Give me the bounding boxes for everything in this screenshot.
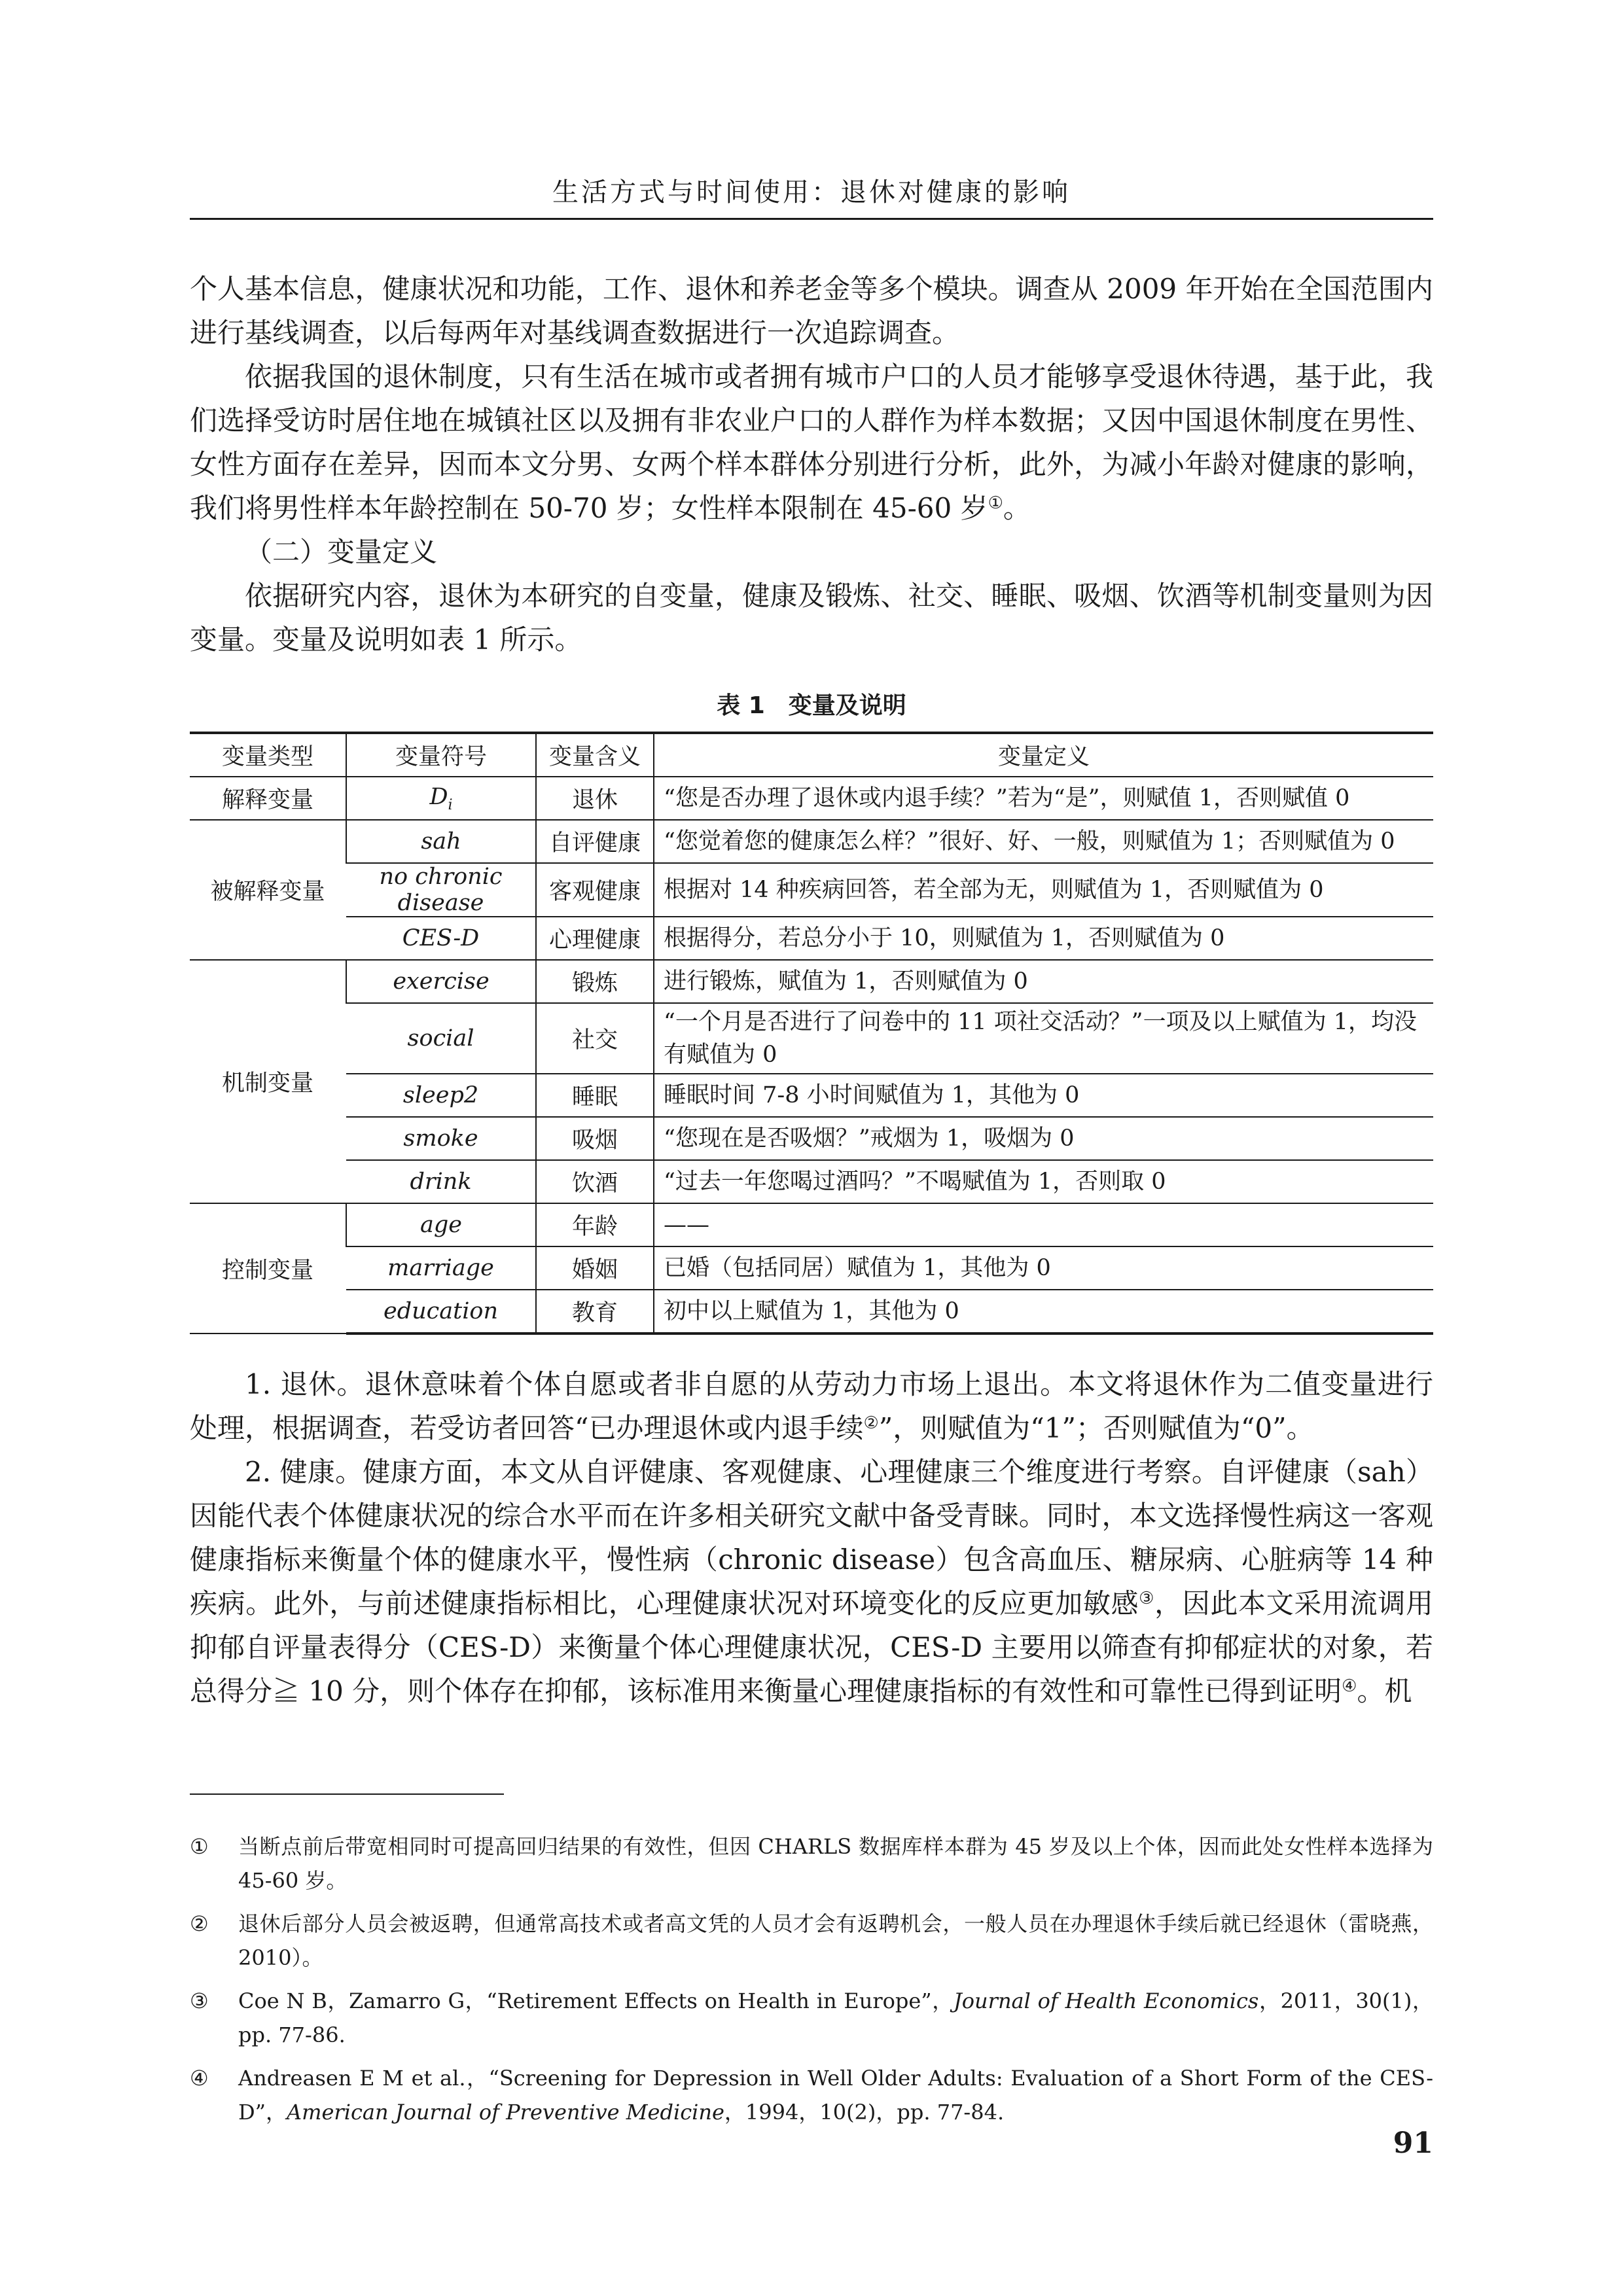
variable-symbol: no chronic disease <box>346 863 536 917</box>
table-row <box>190 1117 1433 1160</box>
variable-definition: “您是否办理了退休或内退手续？”若为“是”，则赋值 1，否则赋值 0 <box>654 777 1433 820</box>
table-row <box>190 863 1433 917</box>
table-row <box>190 960 1433 1003</box>
body-text-top <box>190 267 1433 662</box>
paragraph-retirement-text: 1. 退休。退休意味着个体自愿或者非自愿的从劳动力市场上退出。本文将退休作为二值变量进行处理，根据调查，若受访者回答“已办理退休或内退手续 <box>190 1368 1433 1444</box>
group-explanatory: 解释变量 <box>190 777 346 820</box>
footnote-2 <box>190 1907 1433 1975</box>
group-dependent: 被解释变量 <box>190 820 346 960</box>
footnote-mark: ① <box>190 1834 209 1859</box>
header-variable-definition: 变量定义 <box>654 733 1433 777</box>
variable-definition: 睡眠时间 7-8 小时间赋值为 1，其他为 0 <box>654 1074 1433 1117</box>
footnote-1 <box>190 1829 1433 1898</box>
citation-volume-pages: ，1994，10(2)，pp. 77-84. <box>724 2100 1005 2125</box>
footnote-text: 退休后部分人员会被返聘，但通常高技术或者高文凭的人员才会有返聘机会，一般人员在办理退休手续后就已经退休（雷晓燕，2010）。 <box>238 1911 1433 1970</box>
footnote-text <box>238 1984 1433 2052</box>
table-row <box>190 1203 1433 1246</box>
table-caption: 表 1 变量及说明 <box>717 692 906 719</box>
footnote-ref-1[interactable]: ① <box>988 493 1003 513</box>
variable-symbol: CES-D <box>346 917 536 960</box>
table-row <box>190 1074 1433 1117</box>
variable-definition: “您觉着您的健康怎么样？”很好、好、一般，则赋值为 1；否则赋值为 0 <box>654 820 1433 863</box>
paragraph-health <box>190 1450 1433 1713</box>
footnote-text: 当断点前后带宽相同时可提高回归结果的有效性，但因 CHARLS 数据库样本群为 45 岁及以上个体，因而此处女性样本选择为 45-60 岁。 <box>238 1834 1433 1893</box>
footnote-mark: ④ <box>190 2066 209 2091</box>
header-variable-type: 变量类型 <box>190 733 346 777</box>
paragraph-health-text-end: 。机 <box>1357 1675 1412 1707</box>
table-row <box>190 1003 1433 1074</box>
body-text-bottom <box>190 1362 1433 1713</box>
paragraph-survey-modules: 个人基本信息，健康状况和功能，工作、退休和养老金等多个模块。调查从 2009 年开始在全国范围内进行基线调查，以后每两年对基线调查数据进行一次追踪调查。 <box>190 273 1433 349</box>
table-row <box>190 1290 1433 1333</box>
variable-definition: 根据得分，若总分小于 10，则赋值为 1，否则赋值为 0 <box>654 917 1433 960</box>
citation-authors-title: Andreasen E M et al.，“Screening for Depression in Well Older Adults: Evaluation of a Short Form of the CES-D”， <box>238 2066 1434 2125</box>
variable-meaning: 睡眠 <box>536 1074 654 1117</box>
footnote-4 <box>190 2061 1433 2129</box>
variable-definition: “您现在是否吸烟？”戒烟为 1，吸烟为 0 <box>654 1117 1433 1160</box>
citation-journal: Journal of Health Economics <box>953 1988 1259 2013</box>
variable-symbol: marriage <box>346 1246 536 1290</box>
variable-meaning: 锻炼 <box>536 960 654 1003</box>
footnote-ref-4[interactable]: ④ <box>1342 1676 1357 1696</box>
header-rule <box>190 218 1433 220</box>
page-number: 91 <box>1393 2127 1433 2160</box>
footnote-mark: ② <box>190 1911 209 1936</box>
variable-meaning: 退休 <box>536 777 654 820</box>
symbol-subscript: i <box>448 796 453 813</box>
variable-meaning: 年龄 <box>536 1203 654 1246</box>
header-variable-symbol: 变量符号 <box>346 733 536 777</box>
variable-definition: “过去一年您喝过酒吗？”不喝赋值为 1，否则取 0 <box>654 1160 1433 1203</box>
paragraph-health-text: 2. 健康。健康方面，本文从自评健康、客观健康、心理健康三个维度进行考察。自评健康（sah）因能代表个体健康状况的综合水平而在许多相关研究文献中备受青睐。同时，本文选择慢性病这一客观健康指标来衡量个体的健康水平，慢性病（chronic disease）包含高血压、糖尿病、心脏病等 14 种疾病。此外，与前述健康指标相比，心理健康状况对环境变化的反应更加敏感 <box>190 1456 1433 1619</box>
paragraph-variable-intro: 依据研究内容，退休为本研究的自变量，健康及锻炼、社交、睡眠、吸烟、饮酒等机制变量则为因变量。变量及说明如表 1 所示。 <box>190 580 1433 656</box>
footnote-ref-3[interactable]: ③ <box>1139 1589 1155 1608</box>
variable-meaning: 教育 <box>536 1290 654 1333</box>
paragraph-sample-selection-text: 依据我国的退休制度，只有生活在城市或者拥有城市户口的人员才能够享受退休待遇，基于此，我们选择受访时居住地在城镇社区以及拥有非农业户口的人群作为样本数据；又因中国退休制度在男性、女性方面存在差异，因而本文分男、女两个样本群体分别进行分析，此外，为减小年龄对健康的影响，我们将男性样本年龄控制在 50-70 岁；女性样本限制在 45-60 岁 <box>190 361 1433 524</box>
footnote-3 <box>190 1984 1433 2052</box>
variable-meaning: 吸烟 <box>536 1117 654 1160</box>
variable-meaning: 客观健康 <box>536 863 654 917</box>
variable-symbol: age <box>346 1203 536 1246</box>
footnote-ref-2[interactable]: ② <box>863 1413 879 1433</box>
variable-definition: 已婚（包括同居）赋值为 1，其他为 0 <box>654 1246 1433 1290</box>
citation-journal: American Journal of Preventive Medicine <box>287 2100 724 2125</box>
variable-symbol: sleep2 <box>346 1074 536 1117</box>
footnote-text <box>238 2061 1433 2129</box>
variable-definition: 根据对 14 种疾病回答，若全部为无，则赋值为 1，否则赋值为 0 <box>654 863 1433 917</box>
table-row <box>190 1246 1433 1290</box>
symbol-base: D <box>429 783 448 810</box>
variable-symbol: drink <box>346 1160 536 1203</box>
table-row <box>190 777 1433 820</box>
variable-meaning: 婚姻 <box>536 1246 654 1290</box>
running-head: 生活方式与时间使用：退休对健康的影响 <box>552 177 1071 207</box>
variable-definition: 初中以上赋值为 1，其他为 0 <box>654 1290 1433 1333</box>
variables-table <box>190 732 1433 1335</box>
group-mechanism: 机制变量 <box>190 960 346 1203</box>
variable-symbol: sah <box>346 820 536 863</box>
variable-symbol: education <box>346 1290 536 1333</box>
citation-volume-pages: ，2011，30(1)，pp. 77-86. <box>238 1988 1433 2047</box>
footnote-rule <box>190 1793 504 1795</box>
footnote-mark: ③ <box>190 1988 209 2013</box>
paragraph-sample-selection: 依据我国的退休制度，只有生活在城市或者拥有城市户口的人员才能够享受退休待遇，基于此，我们选择受访时居住地在城镇社区以及拥有非农业户口的人群作为样本数据；又因中国退休制度在男性、女性方面存在差异，因而本文分男、女两个样本群体分别进行分析，此外，为减小年龄对健康的影响，我们将男性样本年龄控制在 50-70 岁；女性样本限制在 45-60 岁①。 <box>190 361 1433 524</box>
header-variable-meaning: 变量含义 <box>536 733 654 777</box>
footnotes <box>190 1829 1433 2138</box>
variable-symbol <box>346 777 536 820</box>
table-row <box>190 820 1433 863</box>
variable-definition: —— <box>654 1203 1433 1246</box>
citation-authors-title: Coe N B，Zamarro G，“Retirement Effects on Health in Europe”， <box>238 1988 954 2013</box>
variable-meaning: 自评健康 <box>536 820 654 863</box>
paragraph-retirement-text-end: ”，则赋值为“1”；否则赋值为“0”。 <box>878 1412 1314 1444</box>
variable-symbol: social <box>346 1003 536 1074</box>
group-control: 控制变量 <box>190 1203 346 1333</box>
variable-symbol: exercise <box>346 960 536 1003</box>
table-header-row <box>190 733 1433 777</box>
variable-definition: 进行锻炼，赋值为 1，否则赋值为 0 <box>654 960 1433 1003</box>
variable-meaning: 心理健康 <box>536 917 654 960</box>
variable-meaning: 社交 <box>536 1003 654 1074</box>
paragraph-health-text-cont: ，因此本文采用流调用抑郁自评量表得分（CES-D）来衡量个体心理健康状况，CES-D 主要用以筛查有抑郁症状的对象，若总得分≧ 10 分，则个体存在抑郁，该标准用来衡量心理健康指标的有效性和可靠性已得到证明 <box>190 1587 1433 1707</box>
variable-meaning: 饮酒 <box>536 1160 654 1203</box>
section-heading-variable-definition: （二）变量定义 <box>245 536 438 568</box>
variable-symbol: smoke <box>346 1117 536 1160</box>
table-row <box>190 1160 1433 1203</box>
table-row <box>190 917 1433 960</box>
variable-definition: “一个月是否进行了问卷中的 11 项社交活动？”一项及以上赋值为 1，均没有赋值为 0 <box>654 1003 1433 1074</box>
paragraph-retirement <box>190 1362 1433 1450</box>
